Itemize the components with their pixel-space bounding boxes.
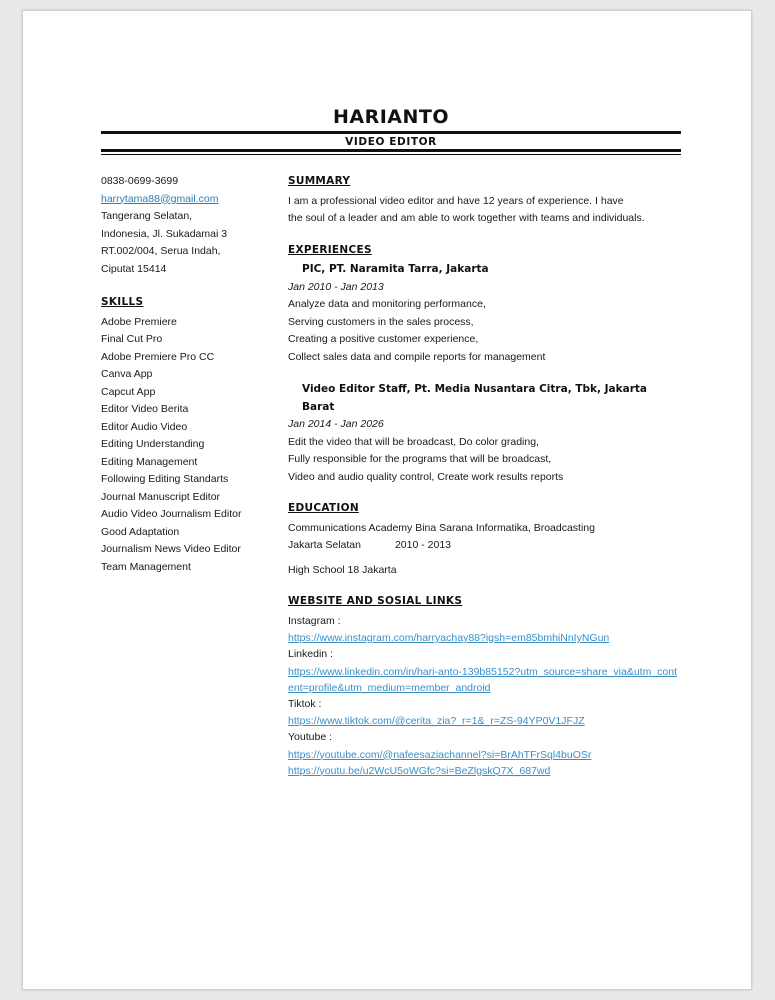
education-years: 2010 - 2013 bbox=[394, 539, 452, 551]
address-line: Indonesia, Jl. Sukadamai 3 bbox=[101, 227, 228, 240]
section-heading-education: EDUCATION bbox=[288, 502, 359, 514]
skill-item: Adobe Premiere Pro CC bbox=[101, 350, 215, 363]
link-group-label: Youtube : bbox=[288, 731, 332, 743]
section-heading-experiences: EXPERIENCES bbox=[288, 243, 372, 256]
address-line: RT.002/004, Serua Indah, bbox=[101, 245, 221, 257]
link-group-label: Instagram : bbox=[288, 614, 341, 627]
experience-bullet: Analyze data and monitoring performance, bbox=[288, 298, 486, 310]
skill-item: Journal Manuscript Editor bbox=[101, 490, 221, 503]
link-group-label: Tiktok : bbox=[288, 697, 322, 710]
section-heading-skills: SKILLS bbox=[101, 296, 144, 308]
experience-bullet: Edit the video that will be broadcast, Do color grading, bbox=[288, 435, 539, 448]
contact-phone: 0838-0699-3699 bbox=[101, 175, 179, 187]
experience-entry bbox=[288, 381, 681, 486]
skill-item: Team Management bbox=[101, 560, 191, 573]
section-heading-summary: SUMMARY bbox=[288, 175, 351, 187]
spacer bbox=[288, 555, 681, 562]
resume-columns bbox=[101, 173, 681, 779]
experience-dates: Jan 2014 - Jan 2026 bbox=[288, 418, 384, 430]
experience-bullet: Video and audio quality control, Create work results reports bbox=[288, 470, 564, 483]
spacer bbox=[288, 368, 681, 381]
resume-content bbox=[101, 106, 681, 779]
skill-item: Capcut App bbox=[101, 385, 156, 398]
education-entry bbox=[288, 562, 681, 580]
skill-item: Journalism News Video Editor bbox=[101, 543, 241, 555]
education-school: Jakarta Selatan bbox=[288, 539, 361, 551]
contact-email[interactable]: harrytama88@gmail.com bbox=[101, 192, 219, 205]
youtube-video-link[interactable]: https://youtu.be/u2WcU5oWGfc?si=BeZlgskQ7X_687wd bbox=[288, 764, 551, 777]
section-heading-links: WEBSITE AND SOSIAL LINKS bbox=[288, 595, 463, 607]
experience-entry bbox=[288, 261, 681, 366]
experience-bullet: Collect sales data and compile reports for management bbox=[288, 350, 546, 363]
experience-title: Video Editor Staff, Pt. Media Nusantara Citra, Tbk, Jakarta Barat bbox=[302, 383, 647, 413]
skill-item: Editor Video Berita bbox=[101, 403, 189, 415]
summary-line: the soul of a leader and am able to work together with teams and individuals. bbox=[288, 212, 645, 224]
experience-dates: Jan 2010 - Jan 2013 bbox=[288, 280, 384, 293]
summary-line: I am a professional video editor and have 12 years of experience. I have bbox=[288, 194, 624, 207]
youtube-channel-link[interactable]: https://youtube.com/@nafeesaziachannel?si=BrAhTFrSql4buOSr bbox=[288, 748, 592, 761]
skill-item: Good Adaptation bbox=[101, 525, 180, 538]
link-group-label: Linkedin : bbox=[288, 648, 333, 660]
skill-item: Audio Video Journalism Editor bbox=[101, 508, 242, 520]
education-school: Communications Academy Bina Sarana Informatika, Broadcasting bbox=[288, 521, 595, 534]
skill-item: Editing Management bbox=[101, 455, 198, 468]
education-school: High School 18 Jakarta bbox=[288, 563, 397, 576]
education-entry bbox=[288, 537, 681, 555]
address-line: Tangerang Selatan, bbox=[101, 210, 193, 222]
skill-item: Following Editing Standarts bbox=[101, 473, 229, 485]
experience-bullet: Creating a positive customer experience, bbox=[288, 333, 479, 345]
document-page bbox=[22, 10, 752, 990]
skill-item: Editing Understanding bbox=[101, 438, 205, 450]
page-title: HARIANTO bbox=[332, 106, 450, 128]
skill-item: Editor Audio Video bbox=[101, 420, 188, 433]
right-column bbox=[276, 173, 681, 779]
experience-bullet: Fully responsible for the programs that will be broadcast, bbox=[288, 453, 552, 465]
job-title-subtitle: VIDEO EDITOR bbox=[345, 136, 437, 148]
skill-item: Adobe Premiere bbox=[101, 315, 177, 328]
linkedin-link[interactable]: https://www.linkedin.com/in/hari-anto-139b85152?utm_source=share_via&utm_content=profile&utm_medium=member_android bbox=[288, 665, 678, 694]
left-column bbox=[101, 173, 276, 576]
address-line: Ciputat 15414 bbox=[101, 262, 167, 275]
education-entry bbox=[288, 520, 681, 538]
tiktok-link[interactable]: https://www.tiktok.com/@cerita_zia?_r=1&_r=ZS-94YP0V1JFJZ bbox=[288, 715, 585, 727]
experience-title: PIC, PT. Naramita Tarra, Jakarta bbox=[302, 263, 489, 275]
skill-item: Canva App bbox=[101, 368, 153, 380]
instagram-link[interactable]: https://www.instagram.com/harryachay88?igsh=em85bmhiNnIyNGun bbox=[288, 632, 610, 644]
skill-item: Final Cut Pro bbox=[101, 333, 163, 345]
header-divider-bottom bbox=[101, 149, 681, 155]
experience-bullet: Serving customers in the sales process, bbox=[288, 315, 474, 328]
